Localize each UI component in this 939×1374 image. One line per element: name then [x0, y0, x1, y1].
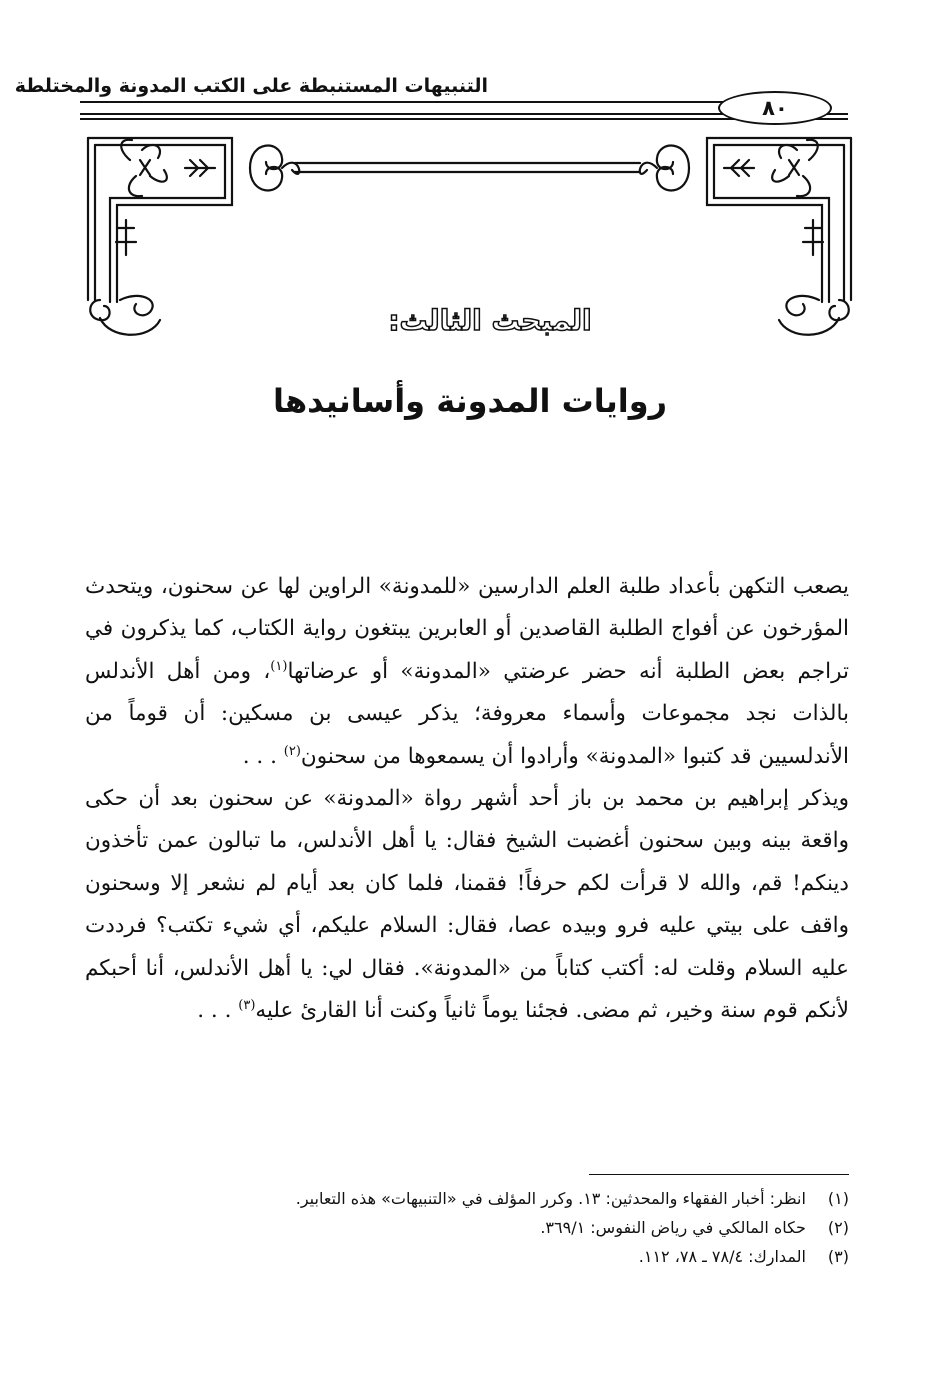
paragraph-text: . . . [242, 743, 284, 769]
footnote-number: (٣) [827, 1247, 849, 1266]
footnote-reference: (٢) [283, 743, 301, 759]
paragraph [85, 566, 849, 778]
paragraph-text: ويذكر إبراهيم بن محمد بن باز أحد أشهر رواة «المدونة» عن سحنون بعد أن حكى واقعة بينه وبين سحنون أغضبت الشيخ فقال: يا أهل الأندلس، ما تبالون عمن تأخذون دينكم! قم، والله لا قرأت لكم حرفاً! فقمنا، فلما كان بعد أيام لم نشعر إلا وسحنون واقف على بيتي عليه فرو وبيده عصا، فقال: السلام عليكم، أي شيء تكتب؟ فرددت عليه السلام وقلت له: أكتب كتاباً من «المدونة». فقال لي: يا أهل الأندلس، أنا أحبكم لأنكم قوم سنة وخير، ثم مضى. فجئنا يوماً ثانياً وكنت أنا القارئ عليه [85, 786, 849, 1024]
paragraph-text: . . . [197, 998, 239, 1024]
running-header-title: التنبيهات المستنبطة على الكتب المدونة والمختلطة [14, 75, 488, 97]
section-label: المبحث الثالث: [388, 304, 592, 337]
footnote [85, 1213, 849, 1242]
footnote [85, 1184, 849, 1213]
footnote-reference: (٣) [238, 997, 256, 1013]
footnote-number: (٢) [827, 1218, 849, 1237]
footnote-number: (١) [827, 1189, 849, 1208]
footnote-reference: (١) [270, 658, 288, 674]
footnote-text: انظر: أخبار الفقهاء والمحدثين: ١٣. وكرر المؤلف في «التنبيهات» هذه التعابير. [295, 1189, 806, 1208]
footnote-separator [589, 1174, 849, 1175]
paragraph-text: ، ومن أهل الأندلس بالذات نجد مجموعات وأسماء معروفة؛ يذكر عيسى بن مسكين: أن قوماً من الأندلسيين قد كتبوا «المدونة» وأرادوا أن يسمعوها من سحنون [85, 658, 849, 769]
body-text [85, 566, 849, 1032]
footnotes [85, 1184, 849, 1271]
paragraph [85, 778, 849, 1032]
footnote-text: المدارك: ٧٨/٤ ـ ٧٨، ١١٢. [638, 1247, 806, 1266]
chapter-title: روايات المدونة وأسانيدها [272, 382, 668, 420]
footnote [85, 1242, 849, 1271]
footnote-text: حكاه المالكي في رياض النفوس: ٣٦٩/١. [540, 1218, 806, 1237]
paragraph-text: يصعب التكهن بأعداد طلبة العلم الدارسين «للمدونة» الراوين لها عن سحنون، ويتحدث المؤرخون عن أفواج الطلبة القاصدين أو العابرين يبتغون رواية الكتاب، كما يذكرون في تراجم بعض الطلبة أنه حضر عرضتي «المدونة» أو عرضاتها [85, 574, 849, 684]
page-number-badge: ٨٠ [718, 91, 832, 125]
